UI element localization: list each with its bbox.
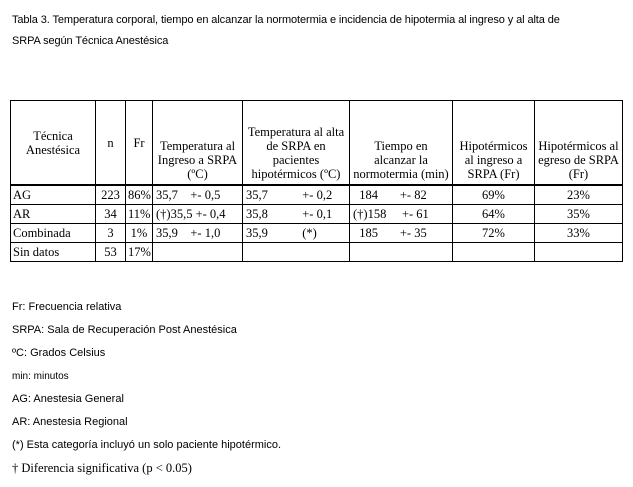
cell-hipo-egreso: 35% [535, 205, 623, 224]
cell-tecnica: AG [11, 185, 96, 205]
cell-temp-alta: 35,9 (*) [243, 224, 350, 243]
data-table [10, 100, 623, 262]
cell-tecnica: AR [11, 205, 96, 224]
cell-fr: 11% [126, 205, 153, 224]
header-tecnica: Técnica Anestésica [11, 101, 96, 186]
header-hipo-ingreso: Hipotérmicos al ingreso a SRPA (Fr) [453, 101, 535, 186]
note-celsius: ºC: Grados Celsius [12, 347, 106, 359]
cell-fr: 17% [126, 243, 153, 262]
header-n: n [96, 101, 126, 186]
note-srpa: SRPA: Sala de Recuperación Post Anestésica [12, 324, 237, 336]
header-tiempo: Tiempo en alcanzar la normotermia (min) [350, 101, 453, 186]
cell-hipo-ingreso: 64% [453, 205, 535, 224]
note-ag: AG: Anestesia General [12, 393, 124, 405]
note-ar: AR: Anestesia Regional [12, 416, 128, 428]
cell-n: 223 [96, 185, 126, 205]
table-row [11, 185, 623, 205]
table-header-row [11, 101, 623, 186]
cell-tiempo [350, 243, 453, 262]
cell-tiempo: (†)158 +- 61 [350, 205, 453, 224]
header-hipo-egreso: Hipotérmicos al egreso de SRPA (Fr) [535, 101, 623, 186]
caption-line-1: Tabla 3. Temperatura corporal, tiempo en alcanzar la normotermia e incidencia de hipotermia al ingreso y al alta de [12, 14, 560, 26]
cell-temp-ingreso [153, 243, 243, 262]
note-fr: Fr: Frecuencia relativa [12, 301, 122, 313]
caption-line-2: SRPA según Técnica Anestésica [12, 35, 169, 47]
cell-tecnica: Combinada [11, 224, 96, 243]
cell-n: 34 [96, 205, 126, 224]
header-temp-alta: Temperatura al alta de SRPA en pacientes hipotérmicos (ºC) [243, 101, 350, 186]
header-temp-ingreso: Temperatura al Ingreso a SRPA (ºC) [153, 101, 243, 186]
table-row [11, 205, 623, 224]
cell-temp-alta [243, 243, 350, 262]
cell-hipo-egreso: 23% [535, 185, 623, 205]
cell-temp-ingreso: 35,9 +- 1,0 [153, 224, 243, 243]
cell-hipo-ingreso: 72% [453, 224, 535, 243]
cell-n: 53 [96, 243, 126, 262]
table-notes [12, 296, 281, 480]
cell-hipo-egreso [535, 243, 623, 262]
cell-n: 3 [96, 224, 126, 243]
note-min: min: minutos [12, 371, 69, 382]
table-row [11, 224, 623, 243]
cell-hipo-ingreso: 69% [453, 185, 535, 205]
cell-fr: 1% [126, 224, 153, 243]
cell-hipo-ingreso [453, 243, 535, 262]
header-fr: Fr [126, 101, 153, 186]
cell-temp-ingreso: 35,7 +- 0,5 [153, 185, 243, 205]
cell-hipo-egreso: 33% [535, 224, 623, 243]
cell-tiempo: 185 +- 35 [350, 224, 453, 243]
table-caption [12, 10, 624, 52]
table-row [11, 243, 623, 262]
cell-temp-alta: 35,8 +- 0,1 [243, 205, 350, 224]
cell-temp-alta: 35,7 +- 0,2 [243, 185, 350, 205]
cell-tiempo: 184 +- 82 [350, 185, 453, 205]
cell-fr: 86% [126, 185, 153, 205]
note-dagger: † Diferencia significativa (p < 0.05) [12, 461, 192, 475]
note-asterisk: (*) Esta categoría incluyó un solo paciente hipotérmico. [12, 439, 282, 451]
cell-tecnica: Sin datos [11, 243, 96, 262]
cell-temp-ingreso: (†)35,5 +- 0,4 [153, 205, 243, 224]
